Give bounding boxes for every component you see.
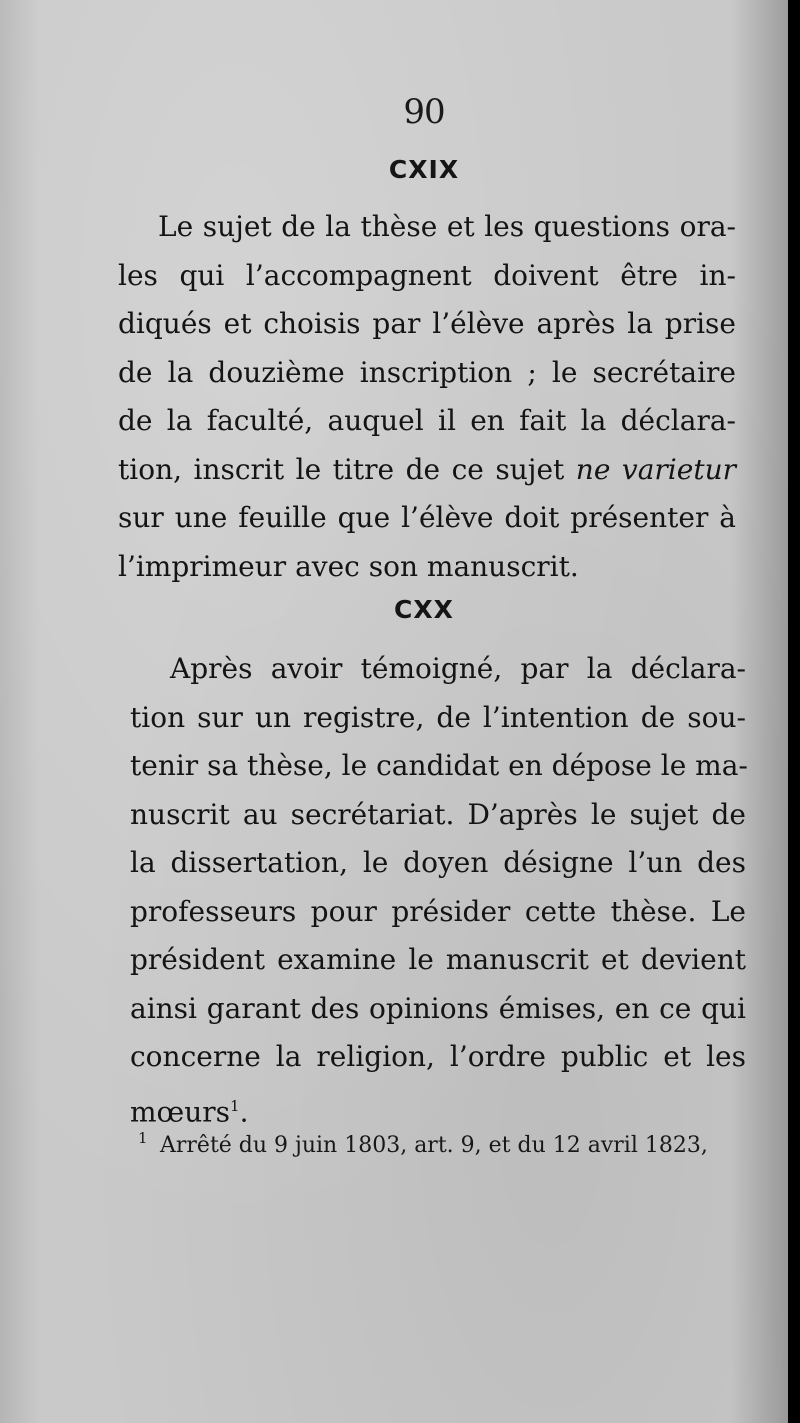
- text-line: de la faculté, auquel il en fait la déclara-: [118, 404, 736, 437]
- text-line: la dissertation, le doyen désigne l’un des: [130, 846, 746, 879]
- text-line: l’imprimeur avec son manuscrit.: [118, 549, 579, 583]
- footnote-marker: 1: [138, 1129, 148, 1147]
- section-heading-cxx: CXX: [394, 595, 454, 624]
- italic-phrase: ne varietur: [575, 452, 736, 486]
- text-line-final: [130, 1082, 746, 1137]
- text-line: nuscrit au secrétariat. D’après le sujet de: [130, 797, 746, 831]
- text-fragment: tion, inscrit le titre de ce sujet: [118, 452, 565, 486]
- footnote: [138, 1129, 708, 1158]
- text-line: concerne la religion, l’ordre public et les: [130, 1040, 746, 1073]
- paragraph-cxix: [118, 203, 736, 591]
- text-line: Le sujet de la thèse et les questions ora-: [158, 210, 736, 243]
- text-line: les qui l’accompagnent doivent être in-: [118, 258, 736, 292]
- text-line: diqués et choisis par l’élève après la prise: [118, 307, 736, 340]
- footnote-reference: 1: [230, 1096, 240, 1115]
- text-line: président examine le manuscrit et devient: [130, 943, 746, 976]
- text-fragment: mœurs: [130, 1094, 231, 1128]
- text-line: tion sur un registre, de l’intention de sou-: [130, 700, 746, 734]
- text-line: de la douzième inscription ; le secrétaire: [118, 355, 736, 389]
- text-fragment: .: [239, 1094, 249, 1128]
- text-line: professeurs pour présider cette thèse. Le: [130, 894, 746, 928]
- text-line: Après avoir témoigné, par la déclara-: [170, 652, 746, 685]
- text-line: ainsi garant des opinions émises, en ce qui: [130, 991, 746, 1025]
- footnote-text: Arrêté du 9 juin 1803, art. 9, et du 12 avril 1823,: [160, 1133, 708, 1158]
- text-line: sur une feuille que l’élève doit présenter à: [118, 501, 736, 534]
- text-line-with-italic: [118, 446, 736, 495]
- section-heading-cxix: CXIX: [388, 155, 460, 184]
- page-number: 90: [403, 92, 445, 132]
- text-line: tenir sa thèse, le candidat en dépose le ma-: [130, 749, 748, 782]
- paragraph-cxx: [130, 645, 746, 1136]
